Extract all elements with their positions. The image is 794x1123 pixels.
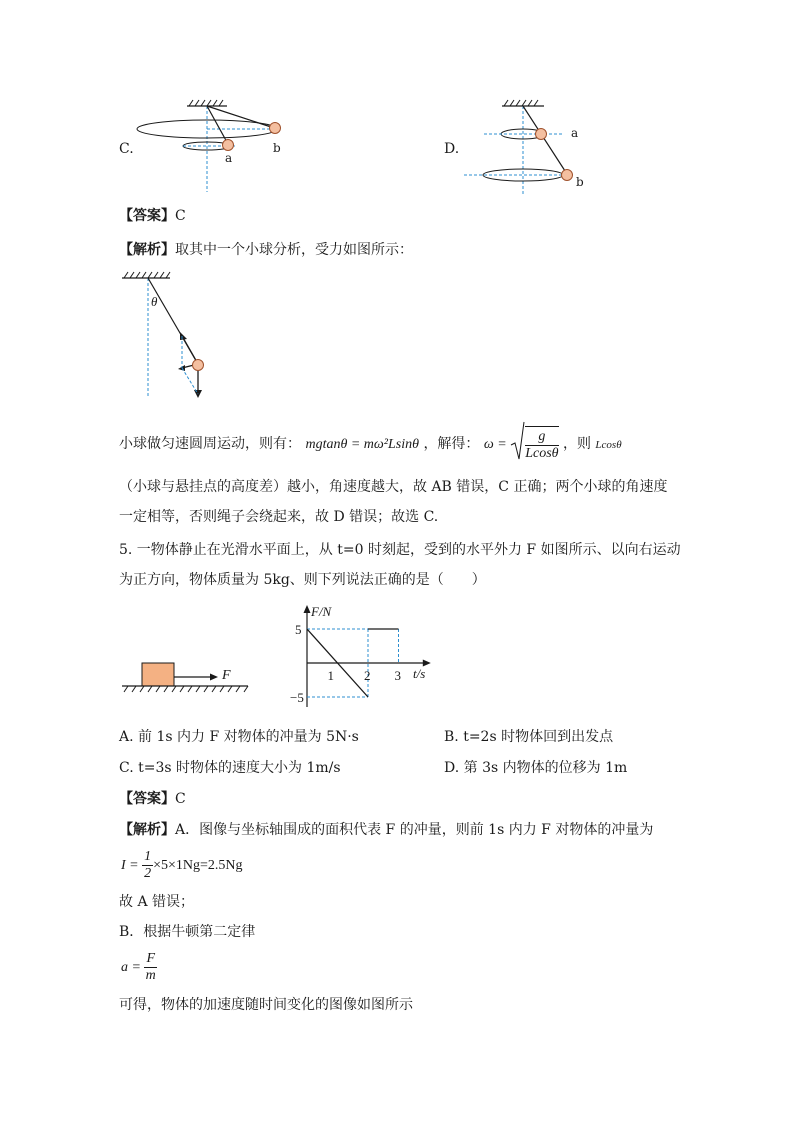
option-c: C. t=3s 时物体的速度大小为 1m/s bbox=[119, 760, 341, 776]
impulse-numerator: 1 bbox=[144, 849, 152, 865]
impulse-fraction bbox=[142, 849, 153, 882]
answer-tag: 【答案】 bbox=[119, 208, 175, 224]
analysis-4-intro bbox=[119, 240, 413, 260]
equation-post: ，则 bbox=[562, 436, 591, 452]
option-d: D. 第 3s 内物体的位移为 1m bbox=[444, 760, 628, 776]
analysis-5-b-conclusion: 可得，物体的加速度随时间变化的图像如图所示 bbox=[119, 997, 413, 1013]
ground-hatch bbox=[124, 686, 248, 692]
analysis-tag: 【解析】 bbox=[119, 242, 175, 258]
ball bbox=[193, 360, 204, 371]
impulse-denominator: 2 bbox=[144, 866, 152, 882]
figure-d-ball-a-label: a bbox=[571, 126, 579, 140]
ceiling-hatch bbox=[504, 100, 538, 106]
block bbox=[142, 663, 174, 686]
sqrt-denominator: Lcosθ bbox=[525, 446, 559, 461]
y-axis-arrowhead bbox=[304, 605, 311, 613]
x-tick-label-1: 1 bbox=[327, 668, 334, 683]
analysis-4-line3: 一定相等，否则绳子会绕起来，故 D 错误；故选 C. bbox=[119, 509, 439, 525]
analysis-5-a-conclusion: 故 A 错误； bbox=[119, 894, 195, 910]
tension-arrowhead bbox=[180, 332, 187, 340]
theta-label: θ bbox=[151, 294, 158, 309]
newton-fraction bbox=[144, 951, 157, 984]
ball-a bbox=[536, 129, 547, 140]
answer-tag: 【答案】 bbox=[119, 791, 175, 807]
chart-y-axis-label: F/N bbox=[311, 604, 332, 619]
sqrt-fraction bbox=[525, 426, 558, 462]
string bbox=[523, 106, 567, 174]
question-5-line2: 为正方向，物体质量为 5kg、则下列说法正确的是（ ） bbox=[119, 572, 486, 588]
ball-b bbox=[270, 123, 281, 134]
answer-value: C bbox=[175, 208, 186, 224]
figure-c-ball-b-label: b bbox=[273, 141, 281, 155]
analysis-tag: 【解析】 bbox=[119, 822, 175, 838]
figure-c-diagram bbox=[135, 96, 335, 196]
question-5-line1: 5. 一物体静止在光滑水平面上，从 t=0 时刻起，受到的水平外力 F 如图所示、以向右运动 bbox=[119, 542, 681, 558]
analysis-5-a bbox=[119, 820, 653, 840]
sqrt-expression bbox=[511, 421, 558, 467]
ceiling-hatch bbox=[124, 272, 170, 278]
impulse-equation bbox=[121, 846, 243, 886]
block-diagram bbox=[120, 660, 260, 700]
equation-prefix: 小球做匀速圆周运动，则有： bbox=[119, 436, 301, 452]
answer-5 bbox=[119, 789, 186, 809]
ceiling-hatch bbox=[189, 100, 223, 106]
equation-1: mgtanθ = mω²Lsinθ bbox=[305, 437, 419, 452]
y-tick-label-neg5: −5 bbox=[290, 690, 304, 705]
sqrt-numerator: g bbox=[525, 429, 558, 446]
analysis-intro-text: 取其中一个小球分析，受力如图所示： bbox=[175, 242, 413, 258]
equation-mid: ，解得： bbox=[423, 436, 480, 452]
figure-d-ball-b-label: b bbox=[576, 175, 584, 189]
analysis-4-equation-line bbox=[119, 421, 622, 467]
option-b: B. t=2s 时物体回到出发点 bbox=[444, 729, 614, 745]
ball-b bbox=[562, 170, 573, 181]
newton-equation bbox=[121, 948, 157, 988]
omega-eq: ω = bbox=[483, 437, 507, 452]
analysis-a-text: A．图像与坐标轴围成的面积代表 F 的冲量，则前 1s 内力 F 对物体的冲量为 bbox=[175, 822, 654, 838]
force-time-chart bbox=[285, 604, 435, 714]
option-c-label: C. bbox=[119, 141, 134, 157]
newton-lhs: a = bbox=[121, 960, 141, 975]
impulse-lhs: I = bbox=[121, 858, 139, 873]
analysis-5-b: B．根据牛顿第二定律 bbox=[119, 924, 256, 940]
answer-4 bbox=[119, 206, 186, 226]
x-tick-label-3: 3 bbox=[394, 668, 401, 683]
newton-denominator: m bbox=[145, 968, 156, 984]
lcos-term: Lcosθ bbox=[595, 439, 622, 451]
option-a: A. 前 1s 内力 F 对物体的冲量为 5N·s bbox=[119, 729, 359, 745]
parallelogram-dash bbox=[182, 368, 198, 394]
y-tick-label-pos5: 5 bbox=[295, 622, 302, 637]
force-diagram bbox=[118, 268, 228, 408]
option-d-label: D. bbox=[444, 141, 460, 157]
chart-x-axis-label: t/s bbox=[413, 666, 426, 681]
newton-numerator: F bbox=[146, 951, 156, 967]
force-label: F bbox=[222, 668, 231, 683]
x-tick-label-2: 2 bbox=[364, 668, 371, 683]
impulse-rhs: ×5×1Ng=2.5Ng bbox=[153, 858, 243, 873]
figure-c-ball-a-label: a bbox=[225, 151, 233, 165]
force-arrowhead bbox=[210, 674, 218, 681]
answer-value: C bbox=[175, 791, 186, 807]
analysis-4-line2: （小球与悬挂点的高度差）越小，角速度越大，故 AB 错误，C 正确；两个小球的角速度 bbox=[119, 479, 668, 495]
sqrt-symbol bbox=[511, 421, 525, 461]
